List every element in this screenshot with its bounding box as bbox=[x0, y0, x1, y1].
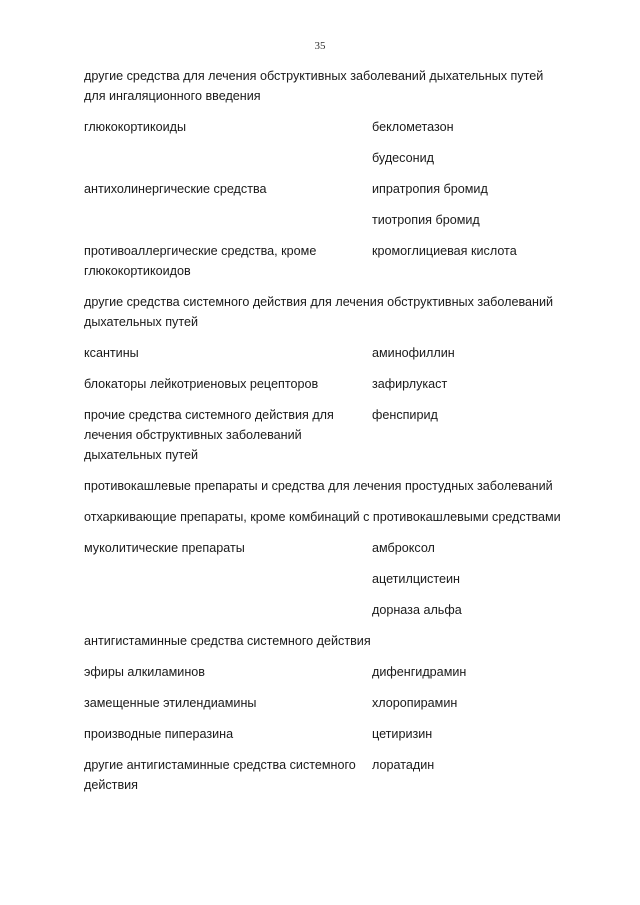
drug-group-label: антихолинергические средства bbox=[84, 182, 267, 196]
drug-name: беклометазон bbox=[372, 120, 454, 134]
list-row bbox=[84, 117, 564, 137]
list-row bbox=[84, 693, 564, 713]
list-row bbox=[84, 148, 564, 168]
list-row bbox=[84, 600, 564, 620]
drug-group-label bbox=[84, 600, 372, 620]
drug-name: аминофиллин bbox=[372, 346, 455, 360]
list-row bbox=[84, 724, 564, 744]
list-row bbox=[84, 662, 564, 682]
section-heading: антигистаминные средства системного действия bbox=[84, 634, 371, 648]
drug-group-label: производные пиперазина bbox=[84, 727, 234, 741]
drug-group-label: глюкокортикоиды bbox=[84, 120, 187, 134]
drug-group-label: эфиры алкиламинов bbox=[84, 665, 205, 679]
list-row bbox=[84, 374, 564, 394]
drug-group-label: другие антигистаминные средства системного действия bbox=[84, 758, 356, 792]
drug-name: хлоропирамин bbox=[372, 696, 458, 710]
drug-name: ацетилцистеин bbox=[372, 572, 460, 586]
section-heading: отхаркивающие препараты, кроме комбинаций с противокашлевыми средствами bbox=[84, 510, 561, 524]
list-row bbox=[84, 241, 564, 281]
list-row bbox=[84, 569, 564, 589]
drug-name: будесонид bbox=[372, 151, 434, 165]
drug-group-label: ксантины bbox=[84, 346, 139, 360]
list-row bbox=[84, 755, 564, 795]
drug-group-label: блокаторы лейкотриеновых рецепторов bbox=[84, 377, 319, 391]
drug-name: дорназа альфа bbox=[372, 603, 462, 617]
drug-name: дифенгидрамин bbox=[372, 665, 467, 679]
drug-list bbox=[84, 66, 564, 806]
list-row bbox=[84, 179, 564, 199]
list-row bbox=[84, 343, 564, 363]
drug-name: кромоглициевая кислота bbox=[372, 244, 517, 258]
drug-group-label bbox=[84, 569, 372, 589]
section-heading: другие средства для лечения обструктивных заболеваний дыхательных путей для ингаляционного введения bbox=[84, 69, 544, 103]
drug-name: тиотропия бромид bbox=[372, 213, 480, 227]
page-number: 35 bbox=[314, 40, 326, 52]
drug-name: фенспирид bbox=[372, 408, 438, 422]
drug-name: цетиризин bbox=[372, 727, 433, 741]
drug-name: ипратропия бромид bbox=[372, 182, 488, 196]
drug-group-label bbox=[84, 148, 372, 168]
drug-group-label: прочие средства системного действия для лечения обструктивных заболеваний дыхательных путей bbox=[84, 408, 334, 462]
list-row bbox=[84, 405, 564, 465]
drug-name: зафирлукаст bbox=[372, 377, 448, 391]
drug-group-label: замещенные этилендиамины bbox=[84, 696, 257, 710]
section-heading: другие средства системного действия для лечения обструктивных заболеваний дыхательных путей bbox=[84, 295, 554, 329]
drug-name: амброксол bbox=[372, 541, 435, 555]
section-heading: противокашлевые препараты и средства для лечения простудных заболеваний bbox=[84, 479, 553, 493]
drug-group-label: противоаллергические средства, кроме глюкокортикоидов bbox=[84, 244, 317, 278]
drug-name: лоратадин bbox=[372, 758, 435, 772]
list-row bbox=[84, 538, 564, 558]
drug-group-label bbox=[84, 210, 372, 230]
drug-group-label: муколитические препараты bbox=[84, 541, 245, 555]
list-row bbox=[84, 210, 564, 230]
